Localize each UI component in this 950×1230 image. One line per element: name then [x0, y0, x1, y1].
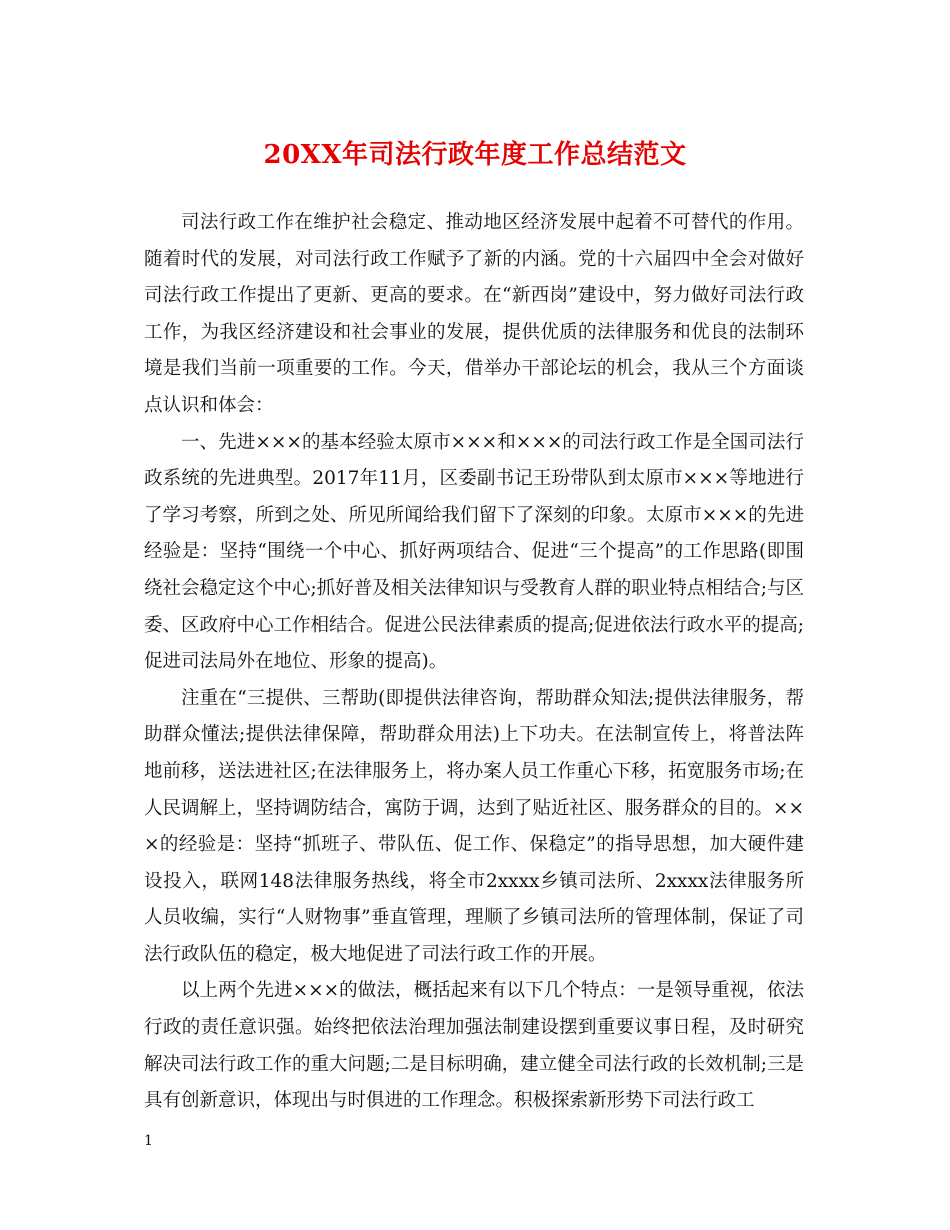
body-paragraph-2: 一、先进×××的基本经验太原市×××和×××的司法行政工作是全国司法行政系统的先进典型。2017年11月，区委副书记王玢带队到太原市×××等地进行了学习考察，所到之处、所见所闻给我们留下了深刻的印象。太原市×××的先进经验是：坚持“围绕一个中心、抓好两项结合、促进“三个提高”的工作思路(即围绕社会稳定这个中心;抓好普及相关法律知识与受教育人群的职业特点相结合;与区委、区政府中心工作相结合。促进公民法律素质的提高;促进依法行政水平的提高;促进司法局外在地位、形象的提高)。 — [144, 431, 804, 673]
body-paragraph-4: 以上两个先进×××的做法，概括起来有以下几个特点：一是领导重视，依法行政的责任意识强。始终把依法治理加强法制建设摆到重要议事日程，及时研究解决司法行政工作的重大问题;二是目标明确，建立健全司法行政的长效机制;三是具有创新意识，体现出与时俱进的工作理念。积极探索新形势下司法行政工 — [144, 980, 804, 1112]
page-number: 1 — [144, 1133, 153, 1149]
body-paragraph-1: 司法行政工作在维护社会稳定、推动地区经济发展中起着不可替代的作用。随着时代的发展，对司法行政工作赋予了新的内涵。党的十六届四中全会对做好司法行政工作提出了更新、更高的要求。在“新西岗”建设中，努力做好司法行政工作，为我区经济建设和社会事业的发展，提供优质的法律服务和优良的法制环境是我们当前一项重要的工作。今天，借举办干部论坛的机会，我从三个方面谈点认识和体会： — [144, 212, 804, 416]
document-title: 20XX年司法行政年度工作总结范文 — [263, 140, 687, 170]
document-body — [144, 205, 804, 1120]
body-paragraph-3: 注重在“三提供、三帮助(即提供法律咨询，帮助群众知法;提供法律服务，帮助群众懂法;提供法律保障，帮助群众用法)上下功夫。在法制宣传上，将普法阵地前移，送法进社区;在法律服务上，将办案人员工作重心下移，拓宽服务市场;在人民调解上，坚持调防结合，寓防于调，达到了贴近社区、服务群众的目的。×××的经验是：坚持“抓班子、带队伍、促工作、保稳定”的指导思想，加大硬件建设投入，联网148法律服务热线，将全市2xxxx乡镇司法所、2xxxx法律服务所人员收编，实行“人财物事”垂直管理，理顺了乡镇司法所的管理体制，保证了司法行政队伍的稳定，极大地促进了司法行政工作的开展。 — [144, 687, 805, 965]
